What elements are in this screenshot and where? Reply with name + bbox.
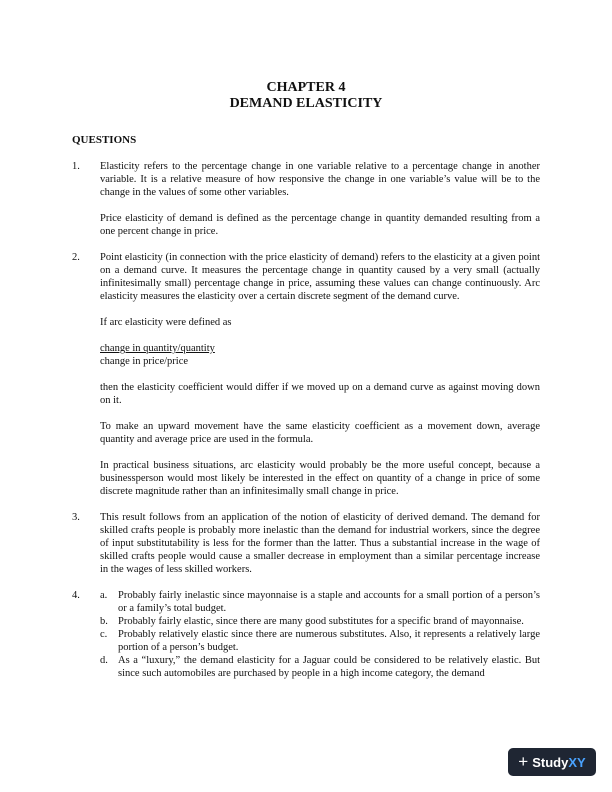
- sub-item-letter: c.: [100, 629, 108, 640]
- chapter-number: CHAPTER 4: [266, 80, 346, 95]
- paragraph: Elasticity refers to the percentage change in one variable relative to a percentage change in another variable. It is a relative measure of how responsive the change in one variable’s value will be to the change in the values of some other variables.: [100, 161, 540, 198]
- question-1: [72, 160, 540, 238]
- section-heading: QUESTIONS: [72, 134, 137, 146]
- paragraph: In practical business situations, arc elasticity would probably be the more useful concept, because a businessperson would most likely be interested in the effect on quantity of a change in price of some discrete magnitude rather than an infinitesimally small change in price.: [100, 460, 540, 497]
- question-number: 4.: [72, 590, 80, 601]
- question-number: 1.: [72, 161, 80, 172]
- paragraph: This result follows from an application of the notion of elasticity of derived demand. The demand for skilled crafts people is probably more inelastic than the demand for industrial workers, since the degree of input substitutability is less for the former than the latter. Thus a substantial increase in the wage of skilled crafts people would cause a smaller decrease in employment than a similar percentage increase in the wages of less skilled workers.: [100, 512, 540, 575]
- paragraph: If arc elasticity were defined as: [100, 317, 232, 328]
- sub-item-text: Probably relatively elastic since there are numerous substitutes. Also, it represents a relatively large portion of a person’s budget.: [118, 629, 540, 653]
- chapter-title: DEMAND ELASTICITY: [229, 96, 383, 111]
- sub-item-letter: d.: [100, 655, 108, 666]
- document-body: [72, 160, 540, 680]
- sub-item-d: [100, 654, 540, 680]
- sub-item-text: Probably fairly elastic, since there are many good substitutes for a specific brand of mayonnaise.: [118, 616, 524, 627]
- fraction-denominator: change in price/price: [100, 356, 189, 367]
- sub-item-text: As a “luxury,” the demand elasticity for a Jaguar could be considered to be relatively elastic. But since such automobiles are purchased by people in a high income category, the demand: [118, 655, 540, 679]
- question-4: [72, 589, 540, 680]
- brand-accent: XY: [568, 754, 586, 770]
- sub-item-letter: a.: [100, 590, 108, 601]
- paragraph: Point elasticity (in connection with the price elasticity of demand) refers to the elasticity at a given point on a demand curve. It measures the percentage change in quantity caused by a very small (actually infinitesimally small) percentage change in price, assuming these values can change continuously. Arc elasticity measures the elasticity over a certain discrete segment of the demand curve.: [100, 252, 540, 302]
- sub-item-b: [100, 615, 540, 628]
- question-number: 2.: [72, 252, 80, 263]
- question-number: 3.: [72, 512, 80, 523]
- sub-item-letter: b.: [100, 616, 108, 627]
- brand-main: Study: [532, 754, 569, 770]
- paragraph: Price elasticity of demand is defined as the percentage change in quantity demanded resulting from a one percent change in price.: [100, 213, 540, 237]
- question-3: [72, 511, 540, 576]
- question-2: [72, 251, 540, 498]
- paragraph: To make an upward movement have the same elasticity coefficient as a movement down, average quantity and average price are used in the formula.: [100, 421, 540, 445]
- fraction-numerator: change in quantity/quantity: [100, 343, 215, 354]
- sub-item-text: Probably fairly inelastic since mayonnaise is a staple and accounts for a small portion of a person’s or a family’s total budget.: [118, 590, 540, 614]
- sub-item-a: [100, 589, 540, 615]
- studyxy-badge[interactable]: [508, 748, 596, 776]
- sub-item-c: [100, 628, 540, 654]
- paragraph: then the elasticity coefficient would differ if we moved up on a demand curve as against moving down on it.: [100, 382, 540, 406]
- plus-icon: +: [518, 752, 529, 771]
